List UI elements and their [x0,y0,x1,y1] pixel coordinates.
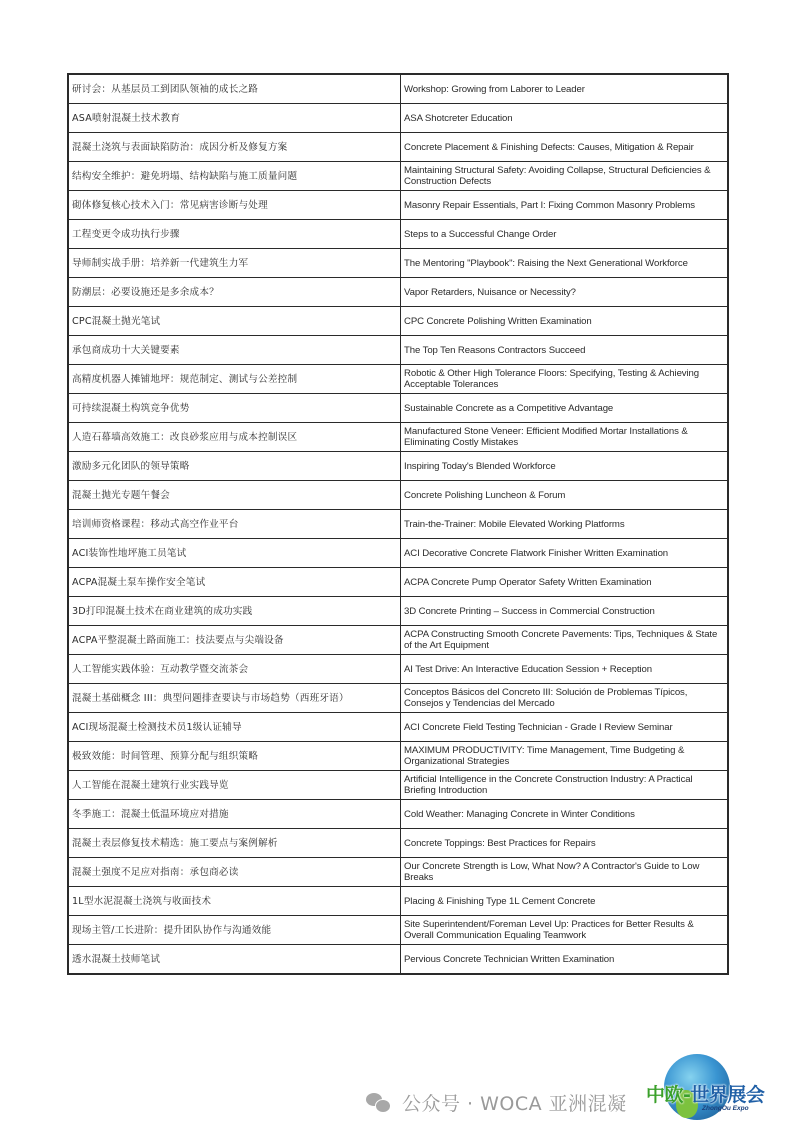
chinese-title-cell: 导师制实战手册：培养新一代建筑生力军 [68,249,401,278]
table-row [68,162,728,191]
chinese-title-cell: 研讨会：从基层员工到团队领袖的成长之路 [68,74,401,104]
chinese-title-cell: 混凝土基础概念 III：典型问题排查要诀与市场趋势（西班牙语） [68,684,401,713]
english-title-cell: Pervious Concrete Technician Written Examination [401,945,729,975]
table-row [68,481,728,510]
chinese-title-cell: 砌体修复核心技术入门：常见病害诊断与处理 [68,191,401,220]
english-title-cell: Site Superintendent/Foreman Level Up: Practices for Better Results & Overall Communication Equaling Teamwork [401,916,729,945]
english-title-cell: Inspiring Today's Blended Workforce [401,452,729,481]
table-row [68,423,728,452]
english-title-cell: Workshop: Growing from Laborer to Leader [401,74,729,104]
english-title-cell: Sustainable Concrete as a Competitive Advantage [401,394,729,423]
chinese-title-cell: 现场主管/工长进阶：提升团队协作与沟通效能 [68,916,401,945]
chinese-title-cell: 混凝土浇筑与表面缺陷防治：成因分析及修复方案 [68,133,401,162]
english-title-cell: Artificial Intelligence in the Concrete Construction Industry: A Practical Briefing Introduction [401,771,729,800]
chinese-title-cell: ACPA平整混凝土路面施工：技法要点与尖端设备 [68,626,401,655]
english-title-cell: Concrete Toppings: Best Practices for Repairs [401,829,729,858]
table-body [68,74,728,974]
table-row [68,510,728,539]
chinese-title-cell: 极致效能：时间管理、预算分配与组织策略 [68,742,401,771]
chinese-title-cell: 可持续混凝土构筑竞争优势 [68,394,401,423]
chinese-title-cell: 混凝土强度不足应对指南：承包商必读 [68,858,401,887]
session-table-container [67,73,729,975]
chinese-title-cell: ACPA混凝土泵车操作安全笔试 [68,568,401,597]
table-row [68,945,728,975]
chinese-title-cell: 高精度机器人摊铺地坪：规范制定、测试与公差控制 [68,365,401,394]
wechat-watermark [366,1082,627,1122]
logo-subtitle: ZhongOu Expo [702,1105,749,1112]
chinese-title-cell: CPC混凝土抛光笔试 [68,307,401,336]
chinese-title-cell: 透水混凝土技师笔试 [68,945,401,975]
chinese-title-cell: 承包商成功十大关键要素 [68,336,401,365]
table-row [68,713,728,742]
english-title-cell: Vapor Retarders, Nuisance or Necessity? [401,278,729,307]
english-title-cell: Train-the-Trainer: Mobile Elevated Working Platforms [401,510,729,539]
chinese-title-cell: ACI装饰性地坪施工员笔试 [68,539,401,568]
table-row [68,626,728,655]
table-row [68,220,728,249]
english-title-cell: Concrete Polishing Luncheon & Forum [401,481,729,510]
english-title-cell: Our Concrete Strength is Low, What Now? A Contractor's Guide to Low Breaks [401,858,729,887]
table-row [68,74,728,104]
english-title-cell: ACPA Concrete Pump Operator Safety Written Examination [401,568,729,597]
table-row [68,365,728,394]
english-title-cell: ACI Concrete Field Testing Technician - Grade I Review Seminar [401,713,729,742]
zhongou-expo-logo [642,1052,792,1128]
english-title-cell: Maintaining Structural Safety: Avoiding Collapse, Structural Deficiencies & Construction Defects [401,162,729,191]
english-title-cell: CPC Concrete Polishing Written Examination [401,307,729,336]
wechat-icon [366,1091,394,1113]
table-row [68,655,728,684]
english-title-cell: Conceptos Básicos del Concreto III: Solución de Problemas Típicos, Consejos y Tendencias del Mercado [401,684,729,713]
english-title-cell: 3D Concrete Printing – Success in Commercial Construction [401,597,729,626]
english-title-cell: MAXIMUM PRODUCTIVITY: Time Management, Time Budgeting & Organizational Strategies [401,742,729,771]
english-title-cell: The Mentoring "Playbook": Raising the Next Generational Workforce [401,249,729,278]
english-title-cell: Cold Weather: Managing Concrete in Winter Conditions [401,800,729,829]
table-row [68,829,728,858]
table-row [68,887,728,916]
english-title-cell: AI Test Drive: An Interactive Education Session + Reception [401,655,729,684]
chinese-title-cell: 防潮层：必要设施还是多余成本？ [68,278,401,307]
table-row [68,916,728,945]
chinese-title-cell: 1L型水泥混凝土浇筑与收面技术 [68,887,401,916]
english-title-cell: Robotic & Other High Tolerance Floors: Specifying, Testing & Achieving Acceptable Tolerances [401,365,729,394]
chinese-title-cell: 人工智能实践体验：互动教学暨交流茶会 [68,655,401,684]
table-row [68,133,728,162]
table-row [68,684,728,713]
english-title-cell: Steps to a Successful Change Order [401,220,729,249]
chinese-title-cell: 3D打印混凝土技术在商业建筑的成功实践 [68,597,401,626]
chinese-title-cell: 混凝土表层修复技术精选：施工要点与案例解析 [68,829,401,858]
logo-title: 中欧-世界展会 [646,1084,765,1106]
table-row [68,249,728,278]
english-title-cell: Manufactured Stone Veneer: Efficient Modified Mortar Installations & Eliminating Costly Mistakes [401,423,729,452]
english-title-cell: Masonry Repair Essentials, Part I: Fixing Common Masonry Problems [401,191,729,220]
table-row [68,568,728,597]
table-row [68,539,728,568]
table-row [68,278,728,307]
chinese-title-cell: 人工智能在混凝土建筑行业实践导览 [68,771,401,800]
chinese-title-cell: ASA喷射混凝土技术教育 [68,104,401,133]
chinese-title-cell: ACI现场混凝土检测技术员1级认证辅导 [68,713,401,742]
table-row [68,597,728,626]
chinese-title-cell: 冬季施工：混凝土低温环境应对措施 [68,800,401,829]
table-row [68,858,728,887]
chinese-title-cell: 混凝土抛光专题午餐会 [68,481,401,510]
english-title-cell: ASA Shotcreter Education [401,104,729,133]
table-row [68,307,728,336]
table-row [68,742,728,771]
table-row [68,104,728,133]
chinese-title-cell: 工程变更令成功执行步骤 [68,220,401,249]
watermark-text: 公众号 · WOCA 亚洲混凝 [402,1092,627,1115]
table-row [68,452,728,481]
chinese-title-cell: 人造石幕墙高效施工：改良砂浆应用与成本控制误区 [68,423,401,452]
english-title-cell: The Top Ten Reasons Contractors Succeed [401,336,729,365]
table-row [68,800,728,829]
chinese-title-cell: 结构安全维护：避免坍塌、结构缺陷与施工质量问题 [68,162,401,191]
english-title-cell: Concrete Placement & Finishing Defects: Causes, Mitigation & Repair [401,133,729,162]
chinese-title-cell: 激励多元化团队的领导策略 [68,452,401,481]
table-row [68,336,728,365]
english-title-cell: ACI Decorative Concrete Flatwork Finisher Written Examination [401,539,729,568]
table-row [68,394,728,423]
session-translation-table [67,73,729,975]
table-row [68,191,728,220]
chinese-title-cell: 培训师资格课程：移动式高空作业平台 [68,510,401,539]
english-title-cell: ACPA Constructing Smooth Concrete Pavements: Tips, Techniques & State of the Art Equipment [401,626,729,655]
table-row [68,771,728,800]
english-title-cell: Placing & Finishing Type 1L Cement Concrete [401,887,729,916]
